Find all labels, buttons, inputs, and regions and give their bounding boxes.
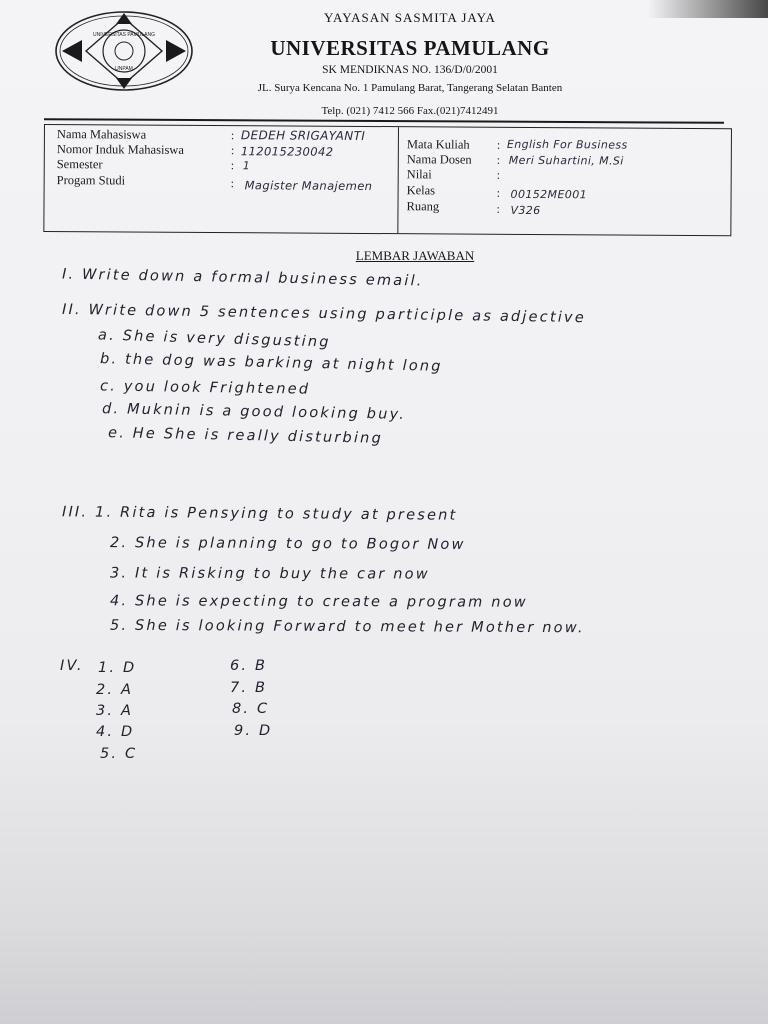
colon: : [496,201,500,216]
sheet-title: LEMBAR JAWABAN [355,248,475,263]
answer-2d: d. Muknin is a good looking buy. [101,401,407,423]
colon: : [496,152,501,167]
student-name-value: DEDEH SRIGAYANTI [240,128,366,143]
header-rule [44,118,724,124]
answer-3-4: 4. She is expecting to create a program now [109,593,528,611]
room-value: V326 [510,203,541,218]
answer-4-item: 6. B [230,658,268,674]
lecturer-value: Meri Suhartini, M.Si [508,153,624,168]
student-id-label: Nomor Induk Mahasiswa [56,142,184,157]
answer-3-3: 3. It is Risking to buy the car now [109,565,430,583]
student-id-value: 112015230042 [240,144,334,159]
university-phone: Telp. (021) 7412 566 Fax.(021)7412491 [321,105,499,117]
decree-number: SK MENDIKNAS NO. 136/D/0/2001 [322,64,498,76]
lecturer-label: Nama Dosen [406,152,472,167]
info-box-divider [397,127,399,233]
answer-3-1: III. 1. Rita is Pensying to study at present [61,504,458,524]
colon: : [230,158,235,173]
answer-4-item: 3. A [96,703,134,719]
answer-2c: c. you look Frightened [99,378,311,398]
answer-3-2: 2. She is planning to go to Bogor Now [109,535,466,553]
room-label: Ruang [406,199,440,214]
class-label: Kelas [406,183,436,198]
student-info-box [43,124,732,236]
answer-4-item: 4. D [96,724,135,740]
answer-2a: a. She is very disgusting [97,327,331,351]
university-logo [54,10,194,92]
logo-subtext: UNPAM [115,66,133,72]
student-name-label: Nama Mahasiswa [56,127,147,142]
university-name: UNIVERSITAS PAMULANG [270,36,550,60]
semester-label: Semester [56,157,103,172]
answer-4-item: 5. C [100,746,138,762]
answer-4-item: 7. B [230,680,268,696]
background-shadow [648,0,768,18]
answer-4-item: 2. A [96,682,134,698]
logo-text: UNIVERSITAS PAMULANG [92,32,156,38]
study-program-label: Progam Studi [56,173,126,188]
study-program-value: Magister Manajemen [244,178,373,194]
foundation-name: YAYASAN SASMITA JAYA [324,10,496,25]
course-label: Mata Kuliah [406,137,470,152]
colon: : [230,128,235,143]
answer-4-item: 1. D [98,660,137,676]
question-4-label: IV. [60,658,84,674]
colon: : [230,143,235,158]
answer-2b: b. the dog was barking at night long [99,351,443,375]
answer-4-item: 8. C [232,701,270,717]
colon: : [230,176,235,191]
university-address: JL. Surya Kencana No. 1 Pamulang Barat, Tangerang Selatan Banten [257,82,563,94]
answer-4-item: 9. D [234,723,273,739]
class-value: 00152ME001 [510,187,588,202]
grade-label: Nilai [406,167,432,182]
colon: : [496,167,501,182]
answer-3-5: 5. She is looking Forward to meet her Mother now. [109,617,585,637]
colon: : [496,137,501,152]
question-2-line: II. Write down 5 sentences using participle as adjective [61,301,587,327]
semester-value: 1 [242,159,251,173]
colon: : [496,185,500,200]
course-value: English For Business [506,137,628,152]
answer-2e: e. He She is really disturbing [107,425,384,447]
question-1-line: I. Write down a formal business email. [61,266,424,290]
